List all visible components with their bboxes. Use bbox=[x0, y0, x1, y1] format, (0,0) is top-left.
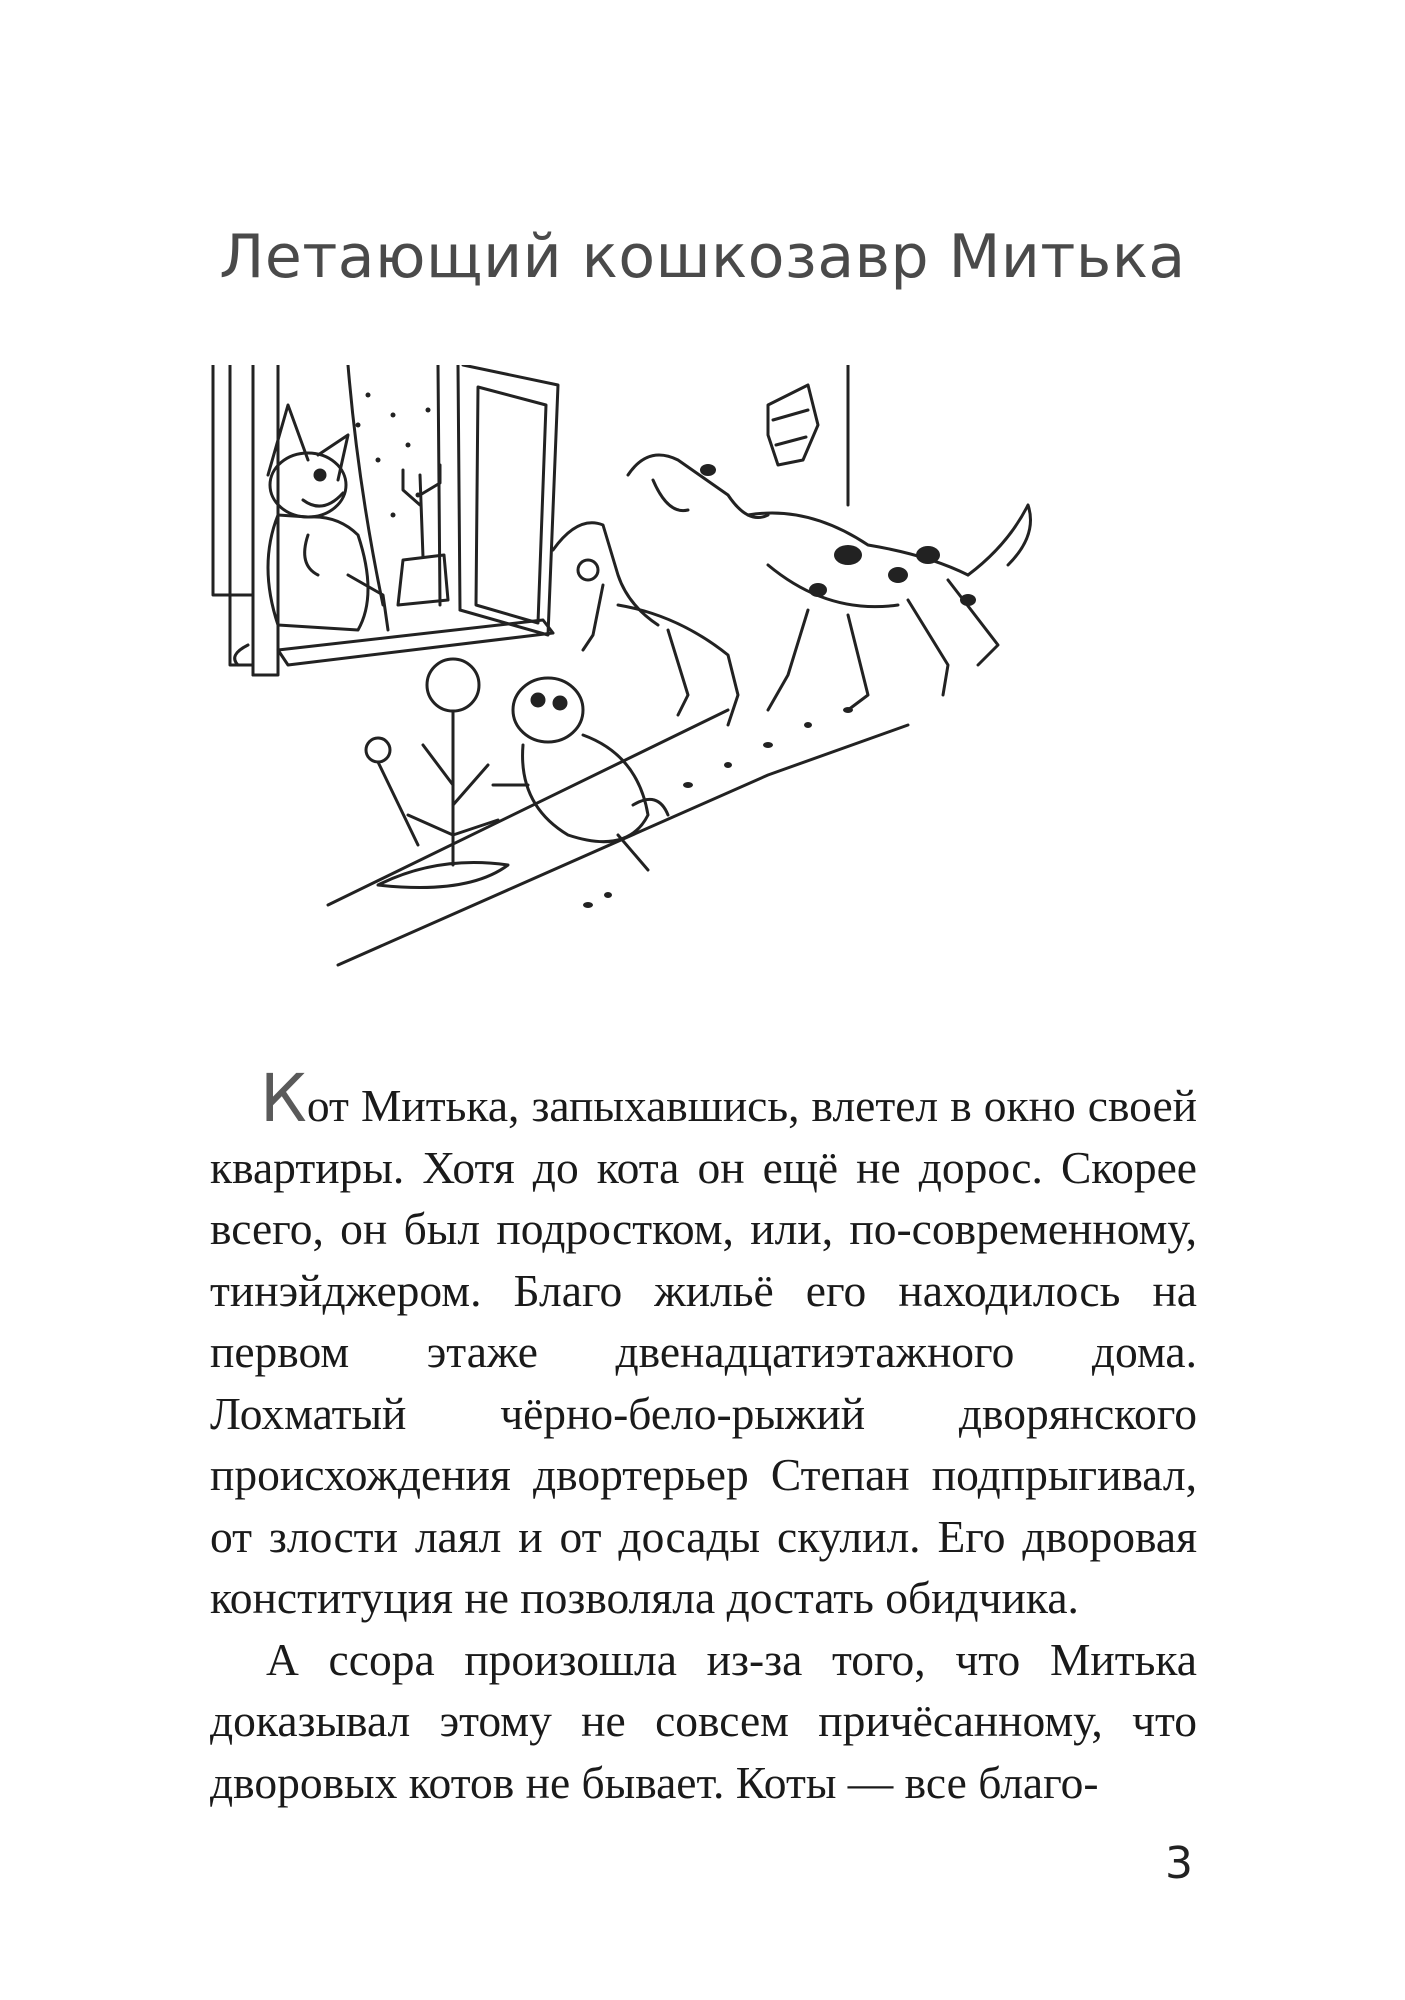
cat-and-dogs-illustration bbox=[208, 365, 1193, 1025]
cat-body bbox=[268, 515, 368, 630]
spotted-dog-tail bbox=[968, 505, 1031, 575]
pug-body bbox=[523, 735, 648, 842]
chapter-illustration bbox=[208, 365, 1193, 1025]
spotted-dog-body bbox=[748, 513, 968, 575]
paragraph-1 bbox=[210, 1060, 1197, 1629]
drop-cap: К bbox=[260, 1060, 307, 1137]
cat-ear bbox=[268, 405, 308, 475]
paragraph-2: А ссора произошла из-за того, что Митька доказывал этому не совсем причёсанному, что дворовых котов не бывает. Коты — все благо- bbox=[210, 1633, 1197, 1808]
spotted-dog-head bbox=[628, 455, 768, 518]
chapter-text bbox=[210, 1060, 1197, 1813]
page-number: 3 bbox=[1165, 1838, 1193, 1889]
dandelion-flower bbox=[427, 659, 479, 711]
chapter-title: Летающий кошкозавр Митька bbox=[219, 222, 1186, 292]
pug-head bbox=[513, 678, 583, 742]
wall-brick-patch bbox=[768, 385, 818, 465]
window-frame-left bbox=[213, 365, 253, 595]
paragraph-1-text: от Митька, запыхавшись, влетел в окно своей квартиры. Хотя до кота он ещё не дорос. Скорее всего, он был подростком, или, по-современному, тинэйджером. Благо жильё его находилось на первом этаже двенадцатиэтажного дома. Лохматый чёрно-бело-рыжий дворянского происхождения двортерьер Степан подпрыгивал, от злости лаял и от досады скулил. Его дворовая конституция не позволяла достать обидчика. bbox=[210, 1080, 1197, 1623]
cat-head bbox=[270, 453, 346, 517]
